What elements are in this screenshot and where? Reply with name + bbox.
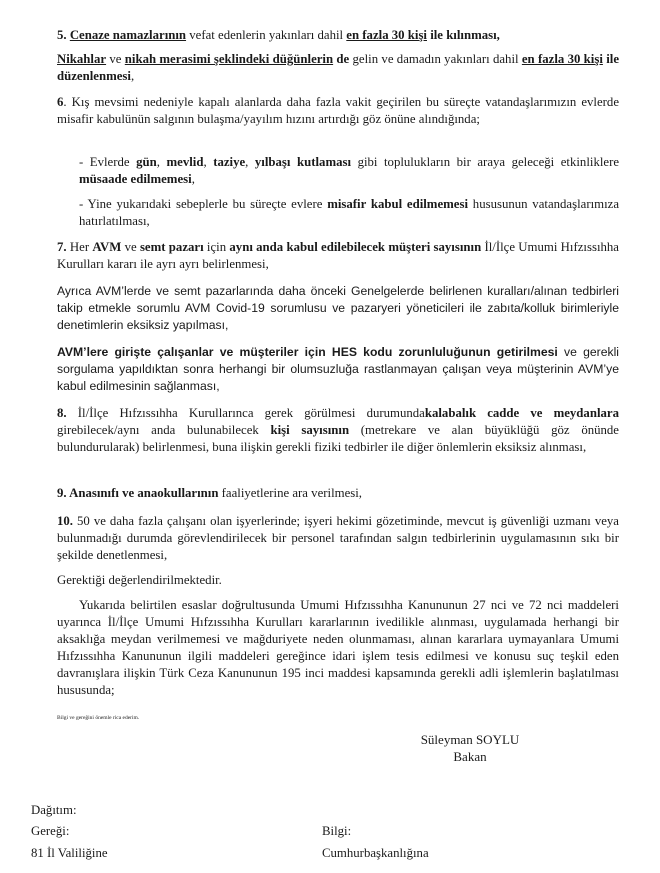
text-span: İl/İlçe Hıfzıssıhha Kurullarınca gerek görülmesi durumunda [66,406,425,420]
item-9-kindergartens [57,485,619,502]
text-span: girebilecek/aynı anda bulunabilecek [57,423,271,437]
text-span: ve [121,240,140,254]
text-span: , [203,155,214,169]
item-10-workplaces [57,513,619,564]
item-number: 6 [57,95,64,109]
bold-phrase: Nikahlar [57,52,107,66]
bold-phrase: en fazla 30 kişi [521,52,603,66]
text-span: hususunun vatandaşlarımıza hatırlatılması, [79,197,620,228]
bold-phrase: kalabalık cadde ve meydanlara [424,406,619,420]
item-5-weddings [57,51,619,85]
bold-phrase: yılbaşı kutlaması [254,155,352,169]
item-7-avm [57,239,619,273]
bold-phrase: ile düzenlenmesi [57,52,620,83]
text-span: ve [106,52,125,66]
text-span: - Yine yukarıdaki sebeplerle bu süreçte evlere [79,197,328,211]
bold-phrase: kişi sayısının [270,423,350,437]
text-span: , [156,155,167,169]
gereg-label: Gereği: [31,824,70,838]
gereg-recipient: 81 İl Valiliğine [31,846,108,860]
text-span: , [191,172,195,186]
item-7-inspections [57,283,619,334]
text-span: , [245,155,255,169]
bold-phrase: AVM’lere girişte çalışanlar ve müşteriler için HES kodu zorunluluğunun getirilmesi [57,345,558,359]
text-span: (metrekare ve alan büyüklüğü göz önünde bulundurularak) belirlenmesi, buna ilişkin gerekli fiziki tedbirler ile diğer önlemlerin eksiksiz alınması, [57,423,619,454]
item-number: 10. [57,514,73,528]
item-7-hes-code [57,344,619,395]
item-number: 9. [57,486,67,500]
bold-phrase: mevlid [166,155,204,169]
item-number: 5. [57,28,67,42]
bold-phrase: semt pazarı [139,240,204,254]
bold-phrase: misafir kabul edilmemesi [327,197,469,211]
closing-paragraph [57,597,619,699]
bold-phrase: Cenaze namazlarının [69,28,187,42]
item-number: 7. [57,240,67,254]
text-span: . Kış mevsimi nedeniyle kapalı alanlarda daha fazla vakit geçirilen bu süreçte vatandaşlarımızın evlerde misafir kabulünün salgının bulaşma/yayılım hızını artırdığı göz önüne alındığında; [57,95,619,126]
text-span: vefat edenlerin yakınları dahil [186,28,347,42]
item-6-bullet-events [57,154,619,188]
text-span: için [203,240,230,254]
bold-phrase: taziye [213,155,246,169]
bold-phrase: ile kılınması, [427,28,500,42]
bold-phrase: de [333,52,350,66]
bold-phrase: nikah merasimi şeklindeki düğünlerin [124,52,334,66]
item-6-bullet-guests [57,196,619,230]
text-span: Her [66,240,93,254]
item-6-intro [57,94,619,128]
bold-phrase: aynı anda kabul edilebilecek müşteri sayısının [229,240,482,254]
text-span: faaliyetlerine ara verilmesi, [218,486,362,500]
text-span: ve gerekli sorgulama yapıldıktan sonra herhangi bir olumsuzluğa rastlanmayan çalışan veya müşterinin AVM’ye kabul edilmesinin sağlanması, [57,345,619,393]
text-span: gibi toplulukların bir araya geleceği etkinliklere [351,155,620,169]
text-span: Ayrıca AVM’lerde ve semt pazarlarında daha önceki Genelgelerde belirlenen kuralları/alınan tedbirleri takip etmekle sorumlu AVM Covid-19 sorumlusu ve pazaryeri yöneticileri ile zabıta/kolluk birimleriyle denetimlerin eksiksiz yapılması, [57,284,619,332]
bilgi-recipient: Cumhurbaşkanlığına [322,846,429,860]
bilgi-label: Bilgi: [322,824,352,838]
item-5-funeral [57,27,619,44]
text-span: gelin ve damadın yakınları dahil [349,52,522,66]
bold-phrase: en fazla 30 kişi [346,28,427,42]
text-span: 50 ve daha fazla çalışanı olan işyerlerinde; işyeri hekimi gözetiminde, mevcut iş güvenliği uzmanı veya bulunmadığı durumda görevlendirilecek bir personel tarafından salgın tedbirlerinin uygulamasının sıkı bir şekilde denetlenmesi, [57,514,619,562]
bold-phrase: gün [136,155,157,169]
signatory-title: Bakan [453,749,487,764]
signature-block [390,731,550,765]
bold-phrase: AVM [92,240,122,254]
bold-phrase: müsaade edilmemesi [79,172,192,186]
item-8-crowds [57,405,619,456]
request-note: Bilgi ve gereğini önemle rica ederim. [57,715,140,721]
conclusion-line [57,572,619,589]
signatory-name: Süleyman SOYLU [420,732,520,747]
text-span: - Evlerde [79,155,137,169]
bold-phrase: Anasınıfı ve anaokullarının [66,486,219,500]
text-span: İl/İlçe Umumi Hıfzıssıhha Kurulları kararı ile ayrı ayrı belirlenmesi, [57,240,619,271]
text-span: , [130,69,135,83]
distribution-label: Dağıtım: [31,803,77,817]
text-span: Yukarıda belirtilen esaslar doğrultusunda Umumi Hıfzıssıhha Kanununun 27 nci ve 72 nci maddeleri uyarınca İl/İlçe Umumi Hıfzıssıhha Kurulları kararlarının ivedilikle alınması, uygulamada herhangi bir aksaklığa meydan verilmemesi ve mağduriyete neden olunmaması, alınan kararlara uymayanlara Umumi Hıfzıssıhha Kanununun ilgili maddeleri gereğince idari işlem tesis edilmesi ve konusu suç teşkil eden davranışlara ilişkin Türk Ceza Kanununun 195 inci maddesi kapsamında gerekli adli işlemlerin başlatılması hususunda; [57,598,619,697]
item-number: 8. [57,406,67,420]
text-span: Gerektiği değerlendirilmektedir. [57,573,222,587]
